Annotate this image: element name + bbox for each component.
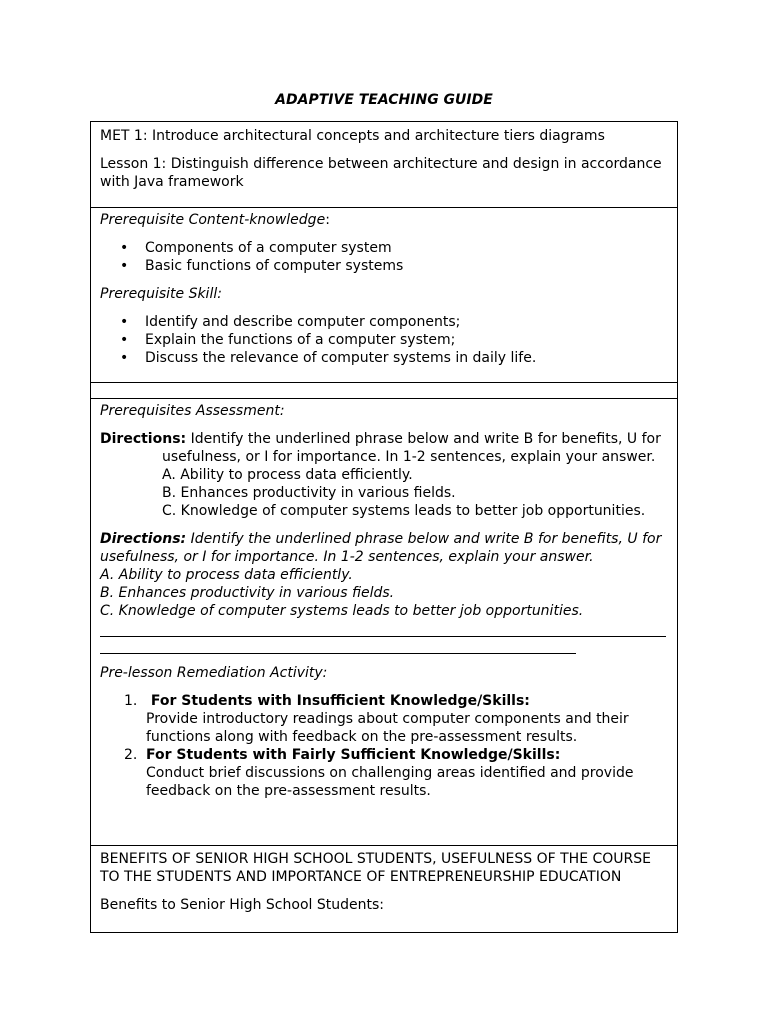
option-b: B. Enhances productivity in various fields.: [162, 485, 456, 501]
met-text: MET 1: Introduce architectural concepts and architecture tiers diagrams: [100, 128, 605, 144]
list-item: • Explain the functions of a computer system;: [100, 331, 668, 349]
list-item: 1. For Students with Insufficient Knowledge/Skills: Provide introductory readings about computer components and their functions along with feedback on the pre-assessment results.: [100, 692, 668, 746]
lesson-text: Lesson 1: Distinguish difference between architecture and design in accordance with Java framework: [100, 156, 662, 190]
list-item: • Discuss the relevance of computer systems in daily life.: [100, 349, 668, 367]
option-a: A. Ability to process data efficiently.: [162, 467, 413, 483]
benefits-label: Benefits to Senior High School Students:: [100, 897, 384, 913]
list-item: • Components of a computer system: [100, 239, 668, 257]
empty-cell: [91, 383, 677, 399]
list-item: • Basic functions of computer systems: [100, 257, 668, 275]
benefits-cell: [91, 846, 677, 932]
list-item: 2. For Students with Fairly Sufficient Knowledge/Skills: Conduct brief discussions on challenging areas identified and provide feedback on the pre-assessment results.: [100, 746, 668, 800]
skill-label: Prerequisite Skill:: [100, 286, 222, 302]
content-knowledge-list: [100, 239, 668, 275]
answer-line-1[interactable]: [100, 620, 666, 637]
answer-line-2[interactable]: [100, 637, 576, 654]
page-title: ADAPTIVE TEACHING GUIDE: [275, 92, 493, 108]
remediation-text: Provide introductory readings about computer components and their functions along with feedback on the pre-assessment results.: [146, 711, 629, 745]
directions-block: [100, 430, 668, 520]
content-knowledge-label: Prerequisite Content-knowledge:: [100, 212, 330, 228]
remediation-list: [100, 692, 668, 800]
met-lesson-cell: [91, 122, 677, 208]
italic-directions-block: [100, 530, 668, 620]
prerequisites-cell: [91, 208, 677, 383]
italic-option-a: A. Ability to process data efficiently.: [100, 567, 353, 583]
option-c: C. Knowledge of computer systems leads to better job opportunities.: [162, 503, 646, 519]
remediation-label: Pre-lesson Remediation Activity:: [100, 665, 328, 681]
remediation-heading: For Students with Fairly Sufficient Knowledge/Skills:: [146, 747, 561, 763]
directions-line-1: Directions: Identify the underlined phrase below and write B for benefits, U for: [100, 431, 661, 447]
remediation-text: Conduct brief discussions on challenging areas identified and provide feedback on the pre-assessment results.: [146, 765, 634, 799]
directions-line-2: usefulness, or I for importance. In 1-2 sentences, explain your answer.: [162, 449, 656, 465]
skill-list: [100, 313, 668, 367]
guide-table: [90, 121, 678, 933]
italic-option-c: C. Knowledge of computer systems leads to better job opportunities.: [100, 603, 584, 619]
assessment-label: Prerequisites Assessment:: [100, 403, 285, 419]
remediation-heading: For Students with Insufficient Knowledge/Skills:: [146, 693, 530, 709]
italic-directions: Directions: Identify the underlined phrase below and write B for benefits, U for usefulness, or I for importance. In 1-2 sentences, explain your answer.: [100, 531, 662, 565]
italic-option-b: B. Enhances productivity in various fields.: [100, 585, 395, 601]
assessment-cell: [91, 399, 677, 846]
list-item: • Identify and describe computer components;: [100, 313, 668, 331]
benefits-heading: BENEFITS OF SENIOR HIGH SCHOOL STUDENTS, USEFULNESS OF THE COURSE TO THE STUDENTS AND IMPORTANCE OF ENTREPRENEURSHIP EDUCATION: [100, 851, 651, 885]
